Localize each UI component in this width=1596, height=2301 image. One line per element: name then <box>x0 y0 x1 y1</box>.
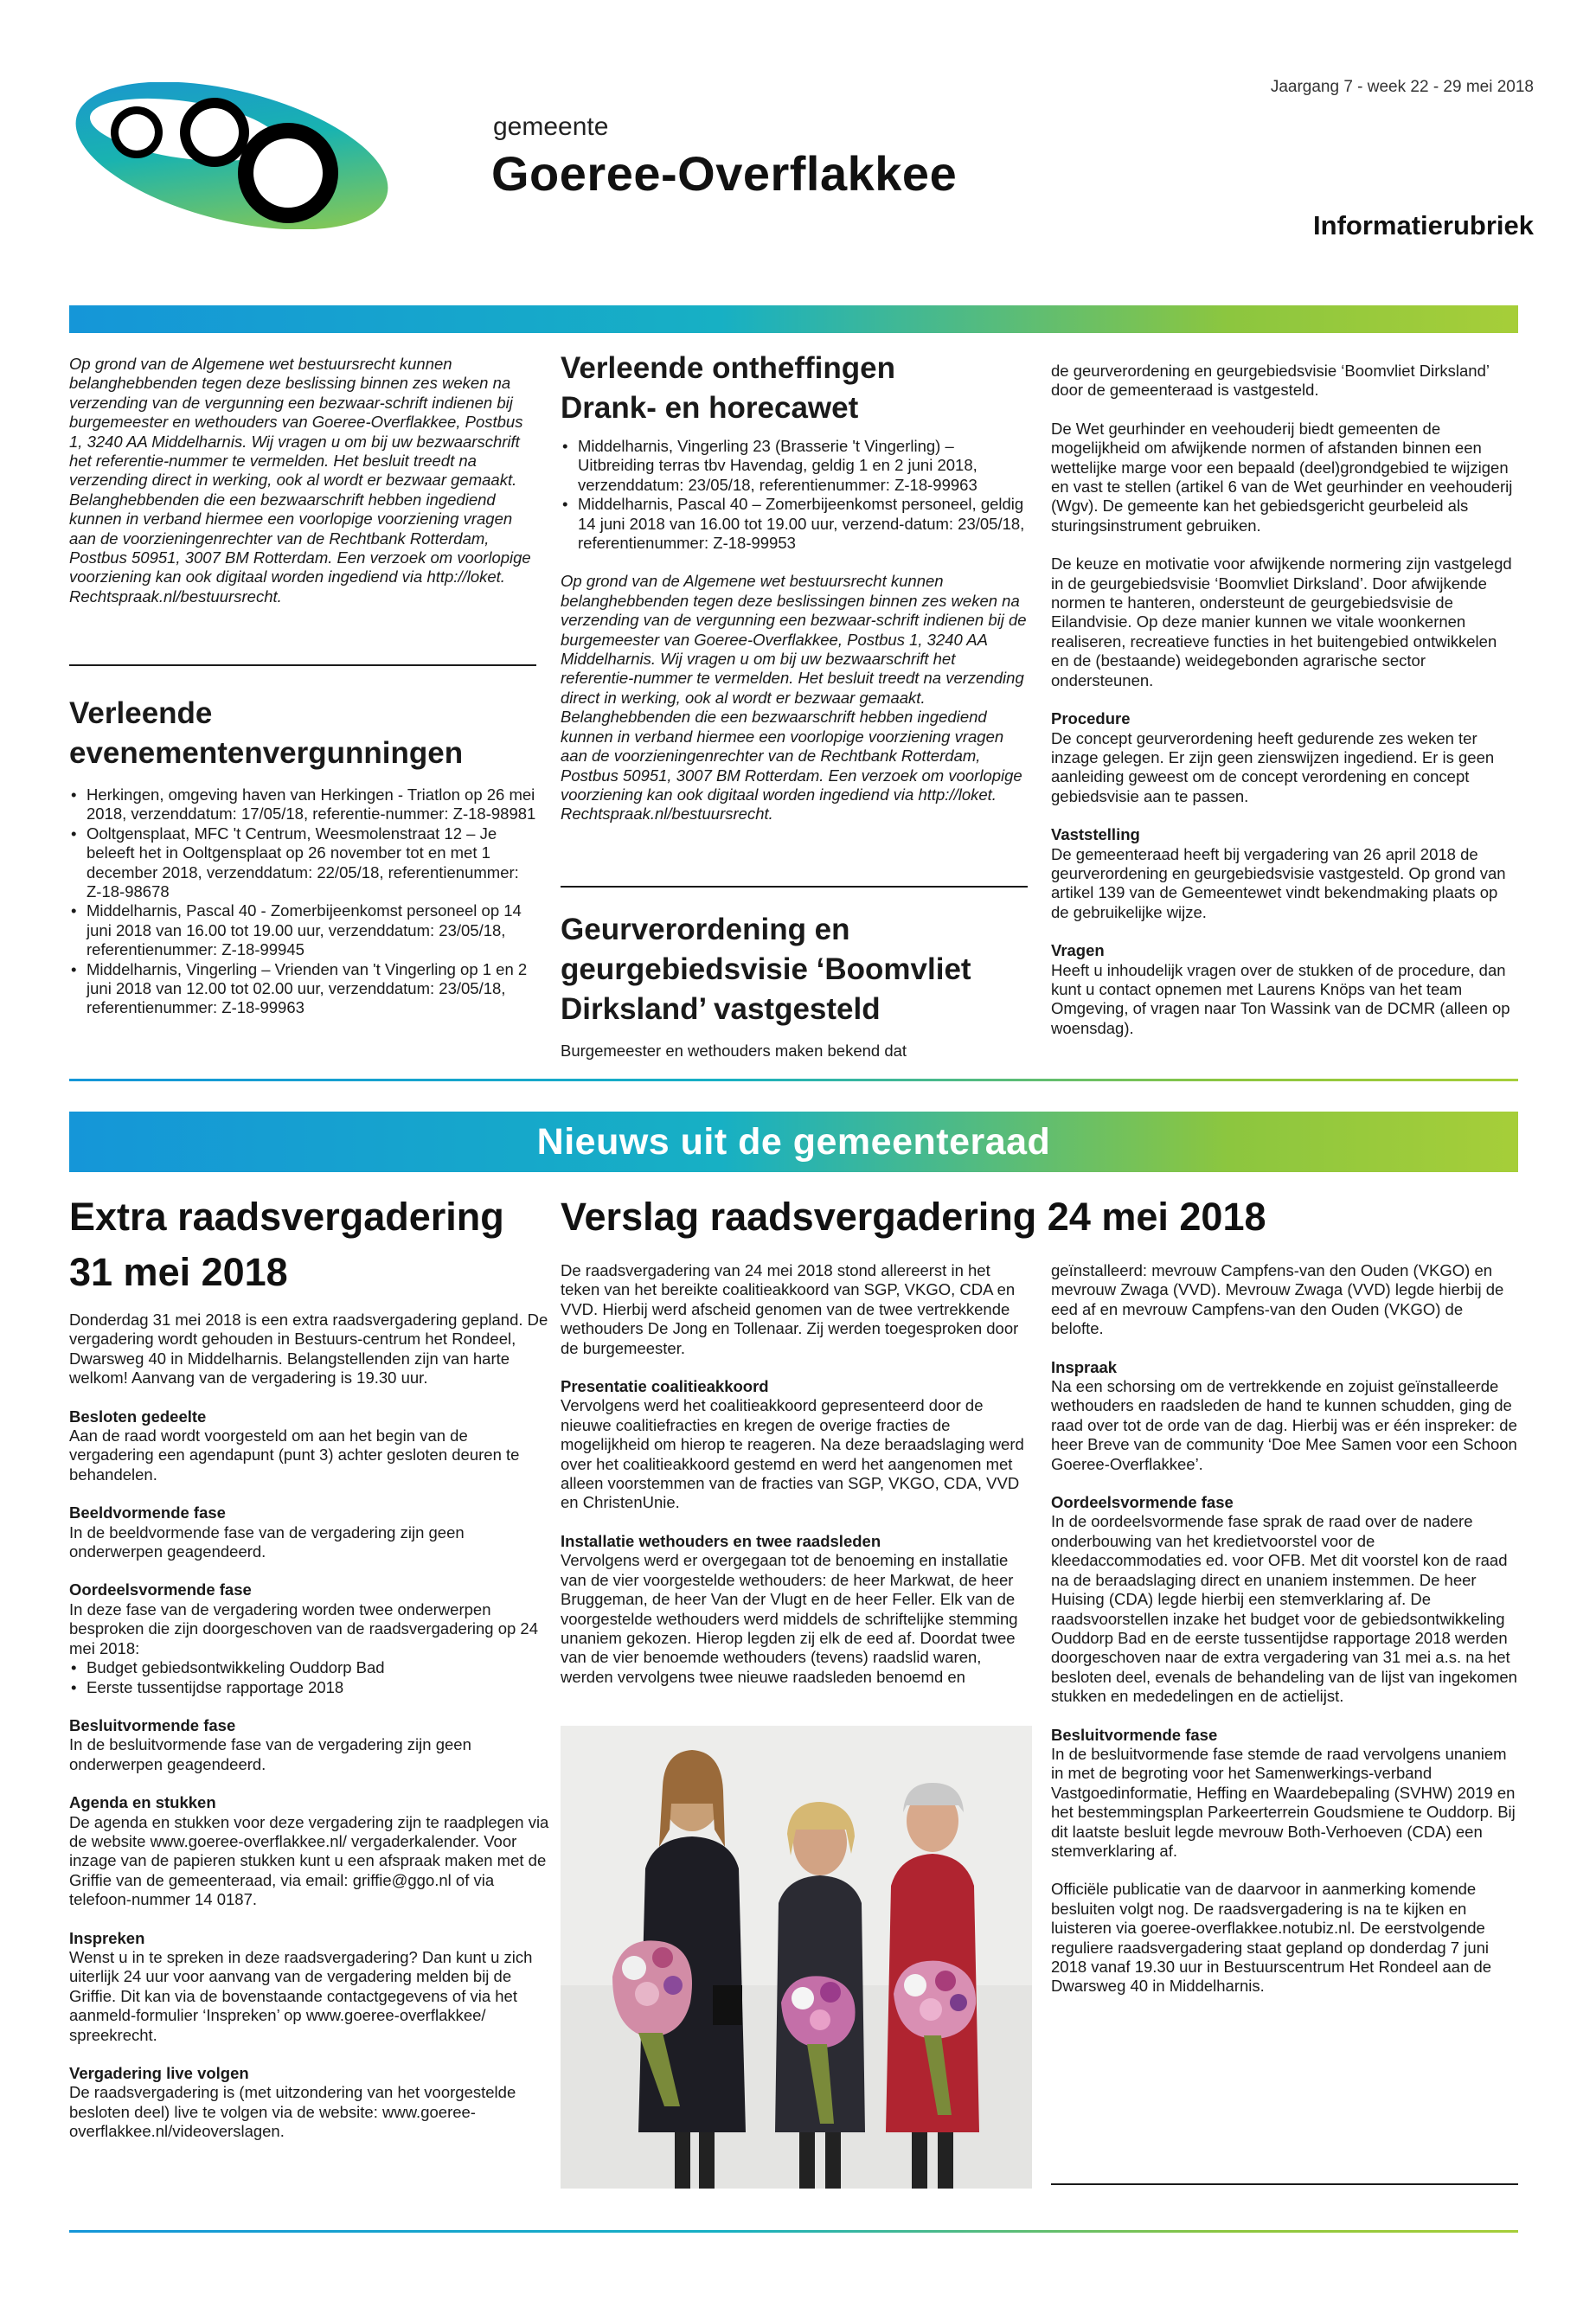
heading-event-permits: Verleende evenementenvergunningen <box>69 696 464 770</box>
legal-notice-1: Op grond van de Algemene wet bestuursrecht kunnen belanghebbenden tegen deze beslissing binnen zes weken na verzending van de vergunning een bezwaar-schrift indienen bij burgemeester en wethouders van Goeree-Overflakkee, Postbus 1, 3240 AA Middelharnis. Wij vragen u om bij uw bezwaarschrift het referentie-nummer te vermelden. Het besluit treedt na verzending direct in werking, ook al wordt er bezwaar gemaakt. Belanghebbenden die een bezwaarschrift hebben ingediend kunnen in verband hiermee een voorlopige voorziening vragen aan de voorzieningenrechter van de Rechtbank Rotterdam, Postbus 50951, 3007 BM Rotterdam. Een verzoek om voorlopige voorziening kan ook digitaal worden ingediend via http://loket. Rechtspraak.nl/bestuursrecht. <box>69 355 531 606</box>
banner-title: Nieuws uit de gemeenteraad <box>536 1120 1051 1163</box>
list-item: • Middelharnis, Pascal 40 - Zomerbijeenkomst personeel op 14 juni 2018 van 16.00 tot 19.00 uur, verzenddatum: 23/05/18, referentienummer: Z-18-99945 <box>69 901 536 959</box>
subheading-live: Vergadering live volgen <box>69 2064 249 2082</box>
paragraph: In de beeldvormende fase van de vergadering zijn geen onderwerpen geagendeerd. <box>69 1522 465 1561</box>
list-item: • Middelharnis, Vingerling 23 (Brasserie 't Vingerling) – Uitbreiding terras tbv Havendag, geldig 1 en 2 juni 2018, verzenddatum: 23/05/18, referentienummer: Z-18-99963 <box>561 437 1028 495</box>
paragraph: In de besluitvormende fase stemde de raad vervolgens unaniem in met de begroting voor het Samenwerkings-verband Vastgoedinformatie, Heffing en Waardebepaling (SVHW) 2019 en het bestemmingsplan Parkeerterrein Goudsmiene te Ouddorp. Bij dit laatste besluit legde mevrouw Both-Verhoeven (CDA) een stemverklaring af. <box>1051 1744 1516 1860</box>
paragraph: geïnstalleerd: mevrouw Campfens-van den Ouden (VKGO) en mevrouw Zwaga (VVD). Mevrouw Zwaga (VVD) legde hierbij de eed af en mevrouw Campfens-van den Ouden (VKGO) de belofte. <box>1051 1261 1504 1338</box>
municipality-logo <box>67 82 439 229</box>
subheading-coalition: Presentatie coalitieakkoord <box>561 1377 769 1396</box>
subheading-opinion-forming: Oordeelsvormende fase <box>69 1580 252 1599</box>
paragraph: Vervolgens werd het coalitieakkoord gepresenteerd door de nieuwe coalitiefracties en kregen de overige fracties de mogelijkheid om hierop te reageren. Na deze beraadslaging werd over het coalitieakkoord gestemd en werd het aangenomen met alleen voorstemmen van de fracties van SGP, VKGO, CDA, VVD en ChristenUnie. <box>561 1396 1024 1512</box>
subheading-speaking: Inspreken <box>69 1928 145 1947</box>
heading-odour-ordinance: Geurverordening en geurgebiedsvisie ‘Boomvliet Dirksland’ vastgesteld <box>561 913 971 1026</box>
subheading-questions: Vragen <box>1051 941 1105 960</box>
agenda-list <box>69 1658 554 1697</box>
list-item: • Middelharnis, Vingerling – Vrienden van 't Vingerling op 1 en 2 juni 2018 van 12.00 tot 02.00 uur, verzenddatum: 23/05/18, referentienummer: Z-18-99963 <box>69 960 536 1018</box>
heading-report: Verslag raadsvergadering 24 mei 2018 <box>561 1195 1266 1239</box>
subheading-closed-part: Besloten gedeelte <box>69 1407 207 1426</box>
list-item: • Middelharnis, Pascal 40 – Zomerbijeenkomst personeel, geldig 14 juni 2018 van 16.00 tot 19.00 uur, verzend-datum: 23/05/18, referentienummer: Z-18-99953 <box>561 495 1028 553</box>
municipality-title: Goeree-Overflakkee <box>491 146 958 201</box>
divider <box>561 886 1028 888</box>
odour-lead: Burgemeester en wethouders maken bekend dat <box>561 1042 907 1060</box>
header-bar <box>69 305 1518 333</box>
list-item: • Ooltgensplaat, MFC 't Centrum, Weesmolenstraat 12 – Je beleeft het in Ooltgensplaat op 26 november tot en met 1 december 2018, verzenddatum: 22/05/18, referentienummer: Z-18-98678 <box>69 824 536 902</box>
paragraph: De concept geurverordening heeft gedurende zes weken ter inzage gelegen. Er zijn geen zienswijzen ingediend. Er is geen aanleiding geweest om de concept verordening en concept gebiedsvisie aan te passen. <box>1051 728 1495 805</box>
paragraph: In de besluitvormende fase van de vergadering zijn geen onderwerpen geagendeerd. <box>69 1735 471 1773</box>
paragraph: De Wet geurhinder en veehouderij biedt gemeenten de mogelijkheid om afwijkende normen of afstanden binnen een wettelijke marge voor een bepaald (deel)grondgebied te wijzigen en vast te stellen (artikel 6 van de Wet geurhinder en veehouderij (Wgv). De gemeente kan het gebiedsgericht geurbeleid als sturingsinstrument gebruiken. <box>1051 419 1513 535</box>
paragraph: de geurverordening en geurgebiedsvisie ‘Boomvliet Dirksland’ door de gemeenteraad is vastgesteld. <box>1051 362 1490 400</box>
subheading-agenda: Agenda en stukken <box>69 1793 216 1812</box>
section-title: Informatierubriek <box>1313 210 1534 240</box>
event-permit-list <box>69 785 536 1018</box>
subheading-decision: Besluitvormende fase <box>69 1715 236 1734</box>
paragraph: De gemeenteraad heeft bij vergadering van 26 april 2018 de geurverordening en geurgebiedsvisie vastgesteld. Op grond van artikel 139 van de Gemeentewet vindt bekendmaking plaats op de gebruikelijke wijze. <box>1051 844 1506 921</box>
divider <box>69 664 536 666</box>
section-separator <box>69 1079 1518 1081</box>
paragraph: De agenda en stukken voor deze vergadering zijn te raadplegen via de website www.goeree-overflakkee.nl/ vergaderkalender. Voor inzage van de papieren stukken kunt u een afspraak maken met de Griffie van de gemeenteraad, via email: griffie@ggo.nl of via telefoon-nummer 14 0187. <box>69 1812 549 1909</box>
list-item: • Eerste tussentijdse rapportage 2018 <box>69 1678 554 1697</box>
paragraph: Na een schorsing om de vertrekkende en zojuist geïnstalleerde wethouders en raadsleden de hand te kunnen schudden, ging de raad over tot de orde van de dag. Hierbij was er één inspreker: de heer Breve van de community ‘Doe Mee Samen voor een Schoon Goeree-Overflakkee’. <box>1051 1377 1517 1473</box>
subheading-decision-phase: Besluitvormende fase <box>1051 1725 1218 1744</box>
legal-notice-2: Op grond van de Algemene wet bestuursrecht kunnen belanghebbenden tegen deze beslissingen binnen zes weken na verzending van de vergunning een bezwaar-schrift indienen bij de burgemeester van Goeree-Overflakkee, Postbus 1, 3240 AA Middelharnis. Wij vragen u om bij uw bezwaarschrift het referentie-nummer te vermelden. Het besluit treedt na verzending direct in werking, ook al wordt er bezwaar gemaakt. Belanghebbenden die een bezwaarschrift hebben ingediend kunnen in verband hiermee een voorlopige voorziening vragen aan de voorzieningenrechter van de Rechtbank Rotterdam, Postbus 50951, 3007 BM Rotterdam. Een verzoek om voorlopige voorziening kan ook digitaal worden ingediend via http://loket. Rechtspraak.nl/bestuursrecht. <box>561 572 1027 824</box>
paragraph: Wenst u in te spreken in deze raadsvergadering? Dan kunt u zich uiterlijk 24 uur voor aanvang van de vergadering melden bij de Griffie. Dit kan via de bovenstaande contactgegevens of via het aanmeld-formulier ‘Inspreken’ op www.goeree-overflakkee/ spreekrecht. <box>69 1947 533 2044</box>
issue-info: Jaargang 7 - week 22 - 29 mei 2018 <box>1270 78 1534 96</box>
paragraph: Heeft u inhoudelijk vragen over de stukken of de procedure, dan kunt u contact opnemen met Laurens Knöps van het team Omgeving, of vragen naar Ton Wassink van de DCMR (alleen op woensdag). <box>1051 960 1510 1037</box>
heading-extra-meeting: Extra raadsvergadering 31 mei 2018 <box>69 1195 504 1294</box>
subheading-installation: Installatie wethouders en twee raadsleden <box>561 1531 881 1550</box>
paragraph: In deze fase van de vergadering worden twee onderwerpen besproken die zijn doorgeschoven van de raadsvergadering op 24 mei 2018: <box>69 1599 539 1657</box>
divider <box>1051 2183 1518 2185</box>
paragraph: Aan de raad wordt voorgesteld om aan het begin van de vergadering een agendapunt (punt 3) achter gesloten deuren te behandelen. <box>69 1426 520 1484</box>
list-item: • Budget gebiedsontwikkeling Ouddorp Bad <box>69 1658 554 1677</box>
paragraph: De raadsvergadering van 24 mei 2018 stond allereerst in het teken van het bereikte coalitieakkoord van SGP, VKGO, CDA en VVD. Hierbij werd afscheid genomen van de twee vertrekkende wethouders De Jong en Tollenaar. Zij werden toegesproken door de burgemeester. <box>561 1261 1019 1357</box>
council-members-photo <box>561 1726 1032 2189</box>
subheading-inspraak: Inspraak <box>1051 1357 1118 1376</box>
paragraph: Donderdag 31 mei 2018 is een extra raadsvergadering gepland. De vergadering wordt gehouden in Bestuurs-centrum het Rondeel, Dwarsweg 40 in Middelharnis. Belangstellenden zijn van harte welkom! Aanvang van de vergadering is 19.30 uur. <box>69 1311 548 1388</box>
paragraph: Vervolgens werd er overgegaan tot de benoeming en installatie van de vier voorgestelde wethouders: de heer Markwat, de heer Bruggeman, de heer Van der Vlugt en de heer Feller. Elk van de voorgestelde wethouders werd middels de schriftelijke stemming unaniem gekozen. Hierop legden zij elk de eed af. Doordat twee van de vier benoemde wethouders (tevens) raadslid waren, werden vervolgens twee nieuwe raadsleden benoemd en <box>561 1551 1018 1686</box>
paragraph: In de oordeelsvormende fase sprak de raad over de nadere onderbouwing van het kredietvoorstel voor de kleedaccommodaties ed. voor OFB. Met dit voorstel kon de raad na de beraadslaging direct en unaniem instemmen. De heer Huising (CDA) legde hierbij een stemverklaring af. De raadsvoorstellen inzake het budget voor de gebiedsontwikkeling Ouddorp Bad en de eerste tussentijdse rapportage 2018 werden doorgeschoven naar de extra vergadering van 31 mei a.s. na het besloten deel, evenals de behandeling van de lijst van ingekomen stukken en mededelingen en de actielijst. <box>1051 1512 1517 1706</box>
paragraph: Officiële publicatie van de daarvoor in aanmerking komende besluiten volgt nog. De raadsvergadering is na te kijken en luisteren via goeree-overflakkee.notubiz.nl. De eerstvolgende reguliere raadsvergadering staat gepland op donderdag 7 juni 2018 vanaf 19.30 uur in Bestuurscentrum Het Rondeel aan de Dwarsweg 40 in Middelharnis. <box>1051 1880 1492 1996</box>
footer-separator <box>69 2230 1518 2233</box>
council-news-banner <box>69 1112 1518 1172</box>
heading-liquor-exemptions: Verleende ontheffingen Drank- en horecawet <box>561 351 895 425</box>
subheading-procedure: Procedure <box>1051 709 1131 728</box>
paragraph: De keuze en motivatie voor afwijkende normering zijn vastgelegd in de geurgebiedsvisie ‘Boomvliet Dirksland’. Door afwijkende normen te hanteren, ondersteunt de geurgebiedsvisie de Eilandvisie. Op deze manier kunnen we vitale woonkernen realiseren, recreatieve functies in het buitengebied ontwikkelen en de (bestaande) weidegebonden agrarische sector ondersteunen. <box>1051 554 1512 689</box>
subheading-opinion-phase: Oordeelsvormende fase <box>1051 1493 1234 1512</box>
subheading-image-forming: Beeldvormende fase <box>69 1503 226 1522</box>
list-item: • Herkingen, omgeving haven van Herkingen - Triatlon op 26 mei 2018, verzenddatum: 17/05/18, referentie-nummer: Z-18-98981 <box>69 785 536 824</box>
paragraph: De raadsvergadering is (met uitzondering van het voorgestelde besloten deel) live te volgen via de website: www.goeree-overflakkee.nl/videoverslagen. <box>69 2083 516 2141</box>
municipality-prefix: gemeente <box>493 112 609 141</box>
exemption-list <box>561 437 1028 553</box>
subheading-adoption: Vaststelling <box>1051 825 1140 844</box>
